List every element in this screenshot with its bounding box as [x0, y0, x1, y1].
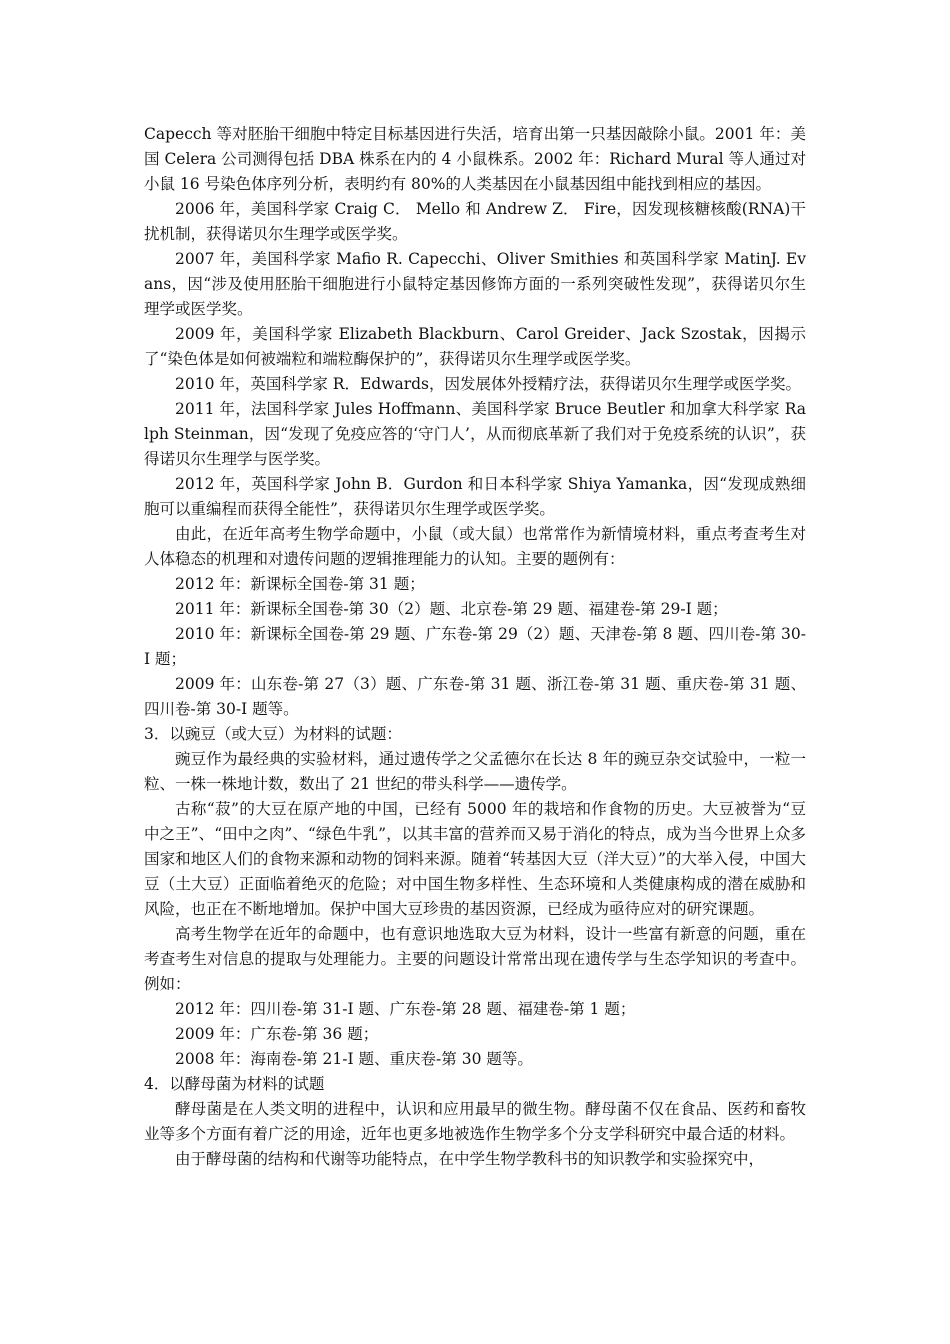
section-heading: 3．以豌豆（或大豆）为材料的试题： [144, 725, 402, 743]
paragraph: 豌豆作为最经典的实验材料，通过遗传学之父孟德尔在长达 8 年的豌豆杂交试验中，一粒一粒、一株一株地计数，数出了 21 世纪的带头科学——遗传学。 [144, 750, 806, 793]
exam-reference: 2010 年：新课标全国卷-第 29 题、广东卷-第 29（2）题、天津卷-第 8 题、四川卷-第 30-Ⅰ 题； [144, 625, 806, 668]
exam-reference: 2012 年：四川卷-第 31-Ⅰ 题、广东卷-第 28 题、福建卷-第 1 题； [175, 1000, 636, 1018]
paragraph: 高考生物学在近年的命题中，也有意识地选取大豆为材料，设计一些富有新意的问题，重在考查考生对信息的提取与处理能力。主要的问题设计常常出现在遗传学与生态学知识的考查中。例如： [144, 925, 806, 993]
paragraph: 由此，在近年高考生物学命题中，小鼠（或大鼠）也常常作为新情境材料，重点考查考生对人体稳态的机理和对遗传问题的逻辑推理能力的认知。主要的题例有： [144, 525, 806, 568]
section-heading: 4．以酵母菌为材料的试题 [144, 1075, 325, 1093]
paragraph: 2009 年，美国科学家 Elizabeth Blackburn、Carol Greider、Jack Szostak，因揭示了“染色体是如何被端粒和端粒酶保护的”，获得诺贝尔生理学或医学奖。 [144, 325, 806, 368]
paragraph: 酵母菌是在人类文明的进程中，认识和应用最早的微生物。酵母菌不仅在食品、医药和畜牧业等多个方面有着广泛的用途，近年也更多地被选作生物学多个分支学科研究中最合适的材料。 [144, 1100, 806, 1143]
exam-reference: 2009 年：广东卷-第 36 题； [175, 1025, 379, 1043]
exam-reference: 2009 年：山东卷-第 27（3）题、广东卷-第 31 题、浙江卷-第 31 题、重庆卷-第 31 题、四川卷-第 30-Ⅰ 题等。 [144, 675, 806, 718]
paragraph: 由于酵母菌的结构和代谢等功能特点，在中学生物学教科书的知识教学和实验探究中， [175, 1150, 765, 1168]
exam-reference: 2008 年：海南卷-第 21-Ⅰ 题、重庆卷-第 30 题等。 [175, 1050, 533, 1068]
paragraph: Capecch 等对胚胎干细胞中特定目标基因进行失活，培育出第一只基因敲除小鼠。2001 年：美国 Celera 公司测得包括 DBA 株系在内的 4 小鼠株系。2002 年：Richard Mural 等人通过对小鼠 16 号染色体序列分析，表明约有 80%的人类基因在小鼠基因组中能找到相应的基因。 [144, 125, 806, 193]
exam-reference: 2011 年：新课标全国卷-第 30（2）题、北京卷-第 29 题、福建卷-第 29-Ⅰ 题； [175, 600, 728, 618]
document-body [144, 122, 806, 1172]
paragraph: 2012 年，英国科学家 John B．Gurdon 和日本科学家 Shiya Yamanka，因“发现成熟细胞可以重编程而获得全能性”，获得诺贝尔生理学或医学奖。 [144, 475, 806, 518]
paragraph: 2010 年，英国科学家 R．Edwards，因发展体外授精疗法，获得诺贝尔生理学或医学奖。 [175, 375, 802, 393]
paragraph: 古称“菽”的大豆在原产地的中国，已经有 5000 年的栽培和作食物的历史。大豆被誉为“豆中之王”、“田中之肉”、“绿色牛乳”，以其丰富的营养而又易于消化的特点，成为当今世界上众多国家和地区人们的食物来源和动物的饲料来源。随着“转基因大豆（洋大豆）”的大举入侵，中国大豆（土大豆）正面临着绝灭的危险；对中国生物多样性、生态环境和人类健康构成的潜在威胁和风险，也正在不断地增加。保护中国大豆珍贵的基因资源，已经成为亟待应对的研究课题。 [144, 800, 806, 918]
paragraph: 2006 年，美国科学家 Craig C． Mello 和 Andrew Z． Fire，因发现核糖核酸(RNA)干扰机制，获得诺贝尔生理学或医学奖。 [144, 200, 806, 243]
paragraph: 2011 年，法国科学家 Jules Hoffmann、美国科学家 Bruce Beutler 和加拿大科学家 Ralph Steinman，因“发现了免疫应答的‘守门人’，从而彻底革新了我们对于免疫系统的认识”，获得诺贝尔生理学与医学奖。 [144, 400, 806, 468]
exam-reference: 2012 年：新课标全国卷-第 31 题； [175, 575, 425, 593]
paragraph: 2007 年，美国科学家 Mafio R. Capecchi、Oliver Smithies 和英国科学家 MatinJ. Evans，因“涉及使用胚胎干细胞进行小鼠特定基因修饰方面的一系列突破性发现”，获得诺贝尔生理学或医学奖。 [144, 250, 806, 318]
